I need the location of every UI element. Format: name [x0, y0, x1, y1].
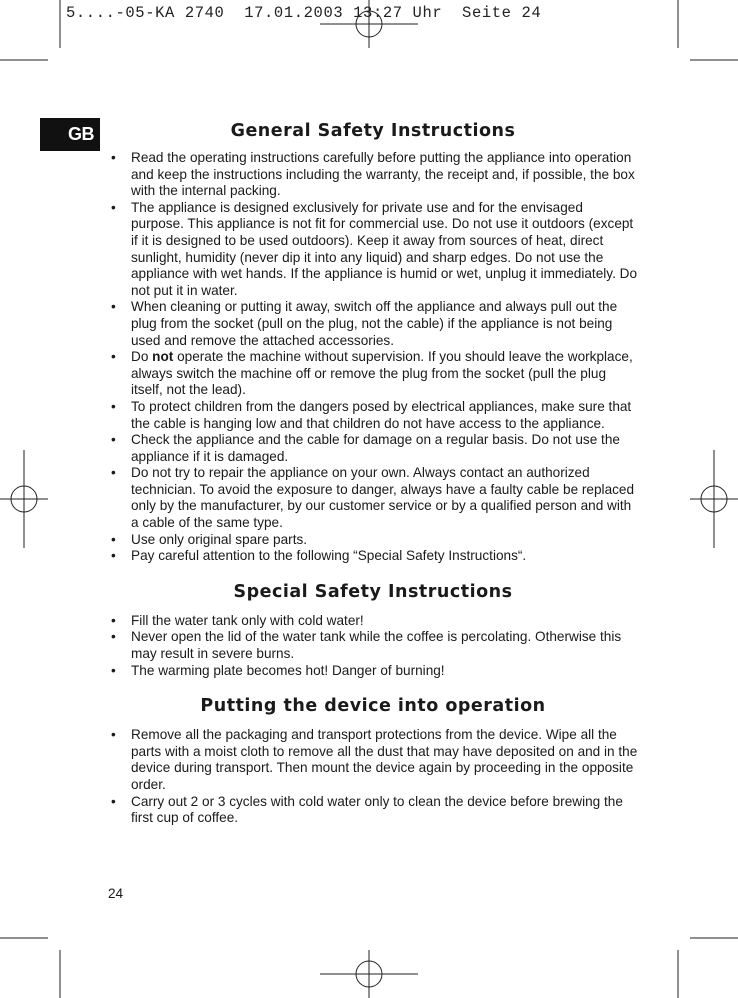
section-heading: Putting the device into operation: [200, 696, 546, 717]
language-badge: GB: [40, 118, 100, 151]
list-item: • Never open the lid of the water tank while the coffee is percolating. Otherwise this may result in severe burns.: [108, 629, 638, 662]
print-slug: 5....-05-KA 2740 17.01.2003 13:27 Uhr Seite 24: [66, 4, 542, 22]
operation-section: [108, 693, 638, 827]
list-item: • Use only original spare parts.: [108, 532, 638, 549]
list-item: • When cleaning or putting it away, switch off the appliance and always pull out the plug from the socket (pull on the plug, not the cable) if the appliance is not being used and remove the attached accessories.: [108, 299, 638, 349]
list-item: [108, 349, 638, 399]
page-number: 24: [108, 886, 124, 901]
section-heading: General Safety Instructions: [230, 121, 516, 141]
bullet-list: [108, 613, 638, 679]
text-rest: operate the machine without supervision. If you should leave the workplace, always switch the machine off or remove the plug from the socket (pull the plug itself, not the lead).: [131, 349, 633, 398]
bullet-list: [108, 727, 638, 827]
list-item: • Remove all the packaging and transport protections from the device. Wipe all the parts with a moist cloth to remove all the dust that may have deposited on and in the device during transport. Then mount the device again by proceeding in the opposite order.: [108, 727, 638, 793]
list-item: • Carry out 2 or 3 cycles with cold water only to clean the device before brewing the first cup of coffee.: [108, 794, 638, 827]
list-item: • The warming plate becomes hot! Danger of burning!: [108, 663, 638, 680]
bullet-list: [108, 150, 638, 565]
section-heading: Special Safety Instructions: [233, 581, 513, 602]
list-item: • Do not try to repair the appliance on your own. Always contact an authorized technician. To avoid the exposure to danger, always have a faulty cable be replaced only by the manufacturer, by our customer service or by a qualified person and with a cable of the same type.: [108, 465, 638, 531]
emphasis-text: not: [152, 349, 174, 365]
general-safety-section: [108, 118, 638, 565]
list-item: • Pay careful attention to the following “Special Safety Instructions“.: [108, 548, 638, 565]
list-item: • Read the operating instructions carefully before putting the appliance into operation and keep the instructions including the warranty, the receipt and, if possible, the box with the internal packing.: [108, 150, 638, 200]
list-item: • Fill the water tank only with cold water!: [108, 613, 638, 630]
special-safety-section: [108, 579, 638, 679]
list-item: • Check the appliance and the cable for damage on a regular basis. Do not use the appliance if it is damaged.: [108, 432, 638, 465]
text-prefix: Do: [131, 349, 153, 365]
instructions-content: [108, 118, 638, 827]
list-item: • The appliance is designed exclusively for private use and for the envisaged purpose. This appliance is not fit for commercial use. Do not use it outdoors (except if it is designed to be used outdoors). Keep it away from sources of heat, direct sunlight, humidity (never dip it into any liquid) and sharp edges. Do not use the appliance with wet hands. If the appliance is humid or wet, unplug it immediately. Do not put it in water.: [108, 200, 638, 300]
list-item: • To protect children from the dangers posed by electrical appliances, make sure that the cable is hanging low and that children do not have access to the appliance.: [108, 399, 638, 432]
